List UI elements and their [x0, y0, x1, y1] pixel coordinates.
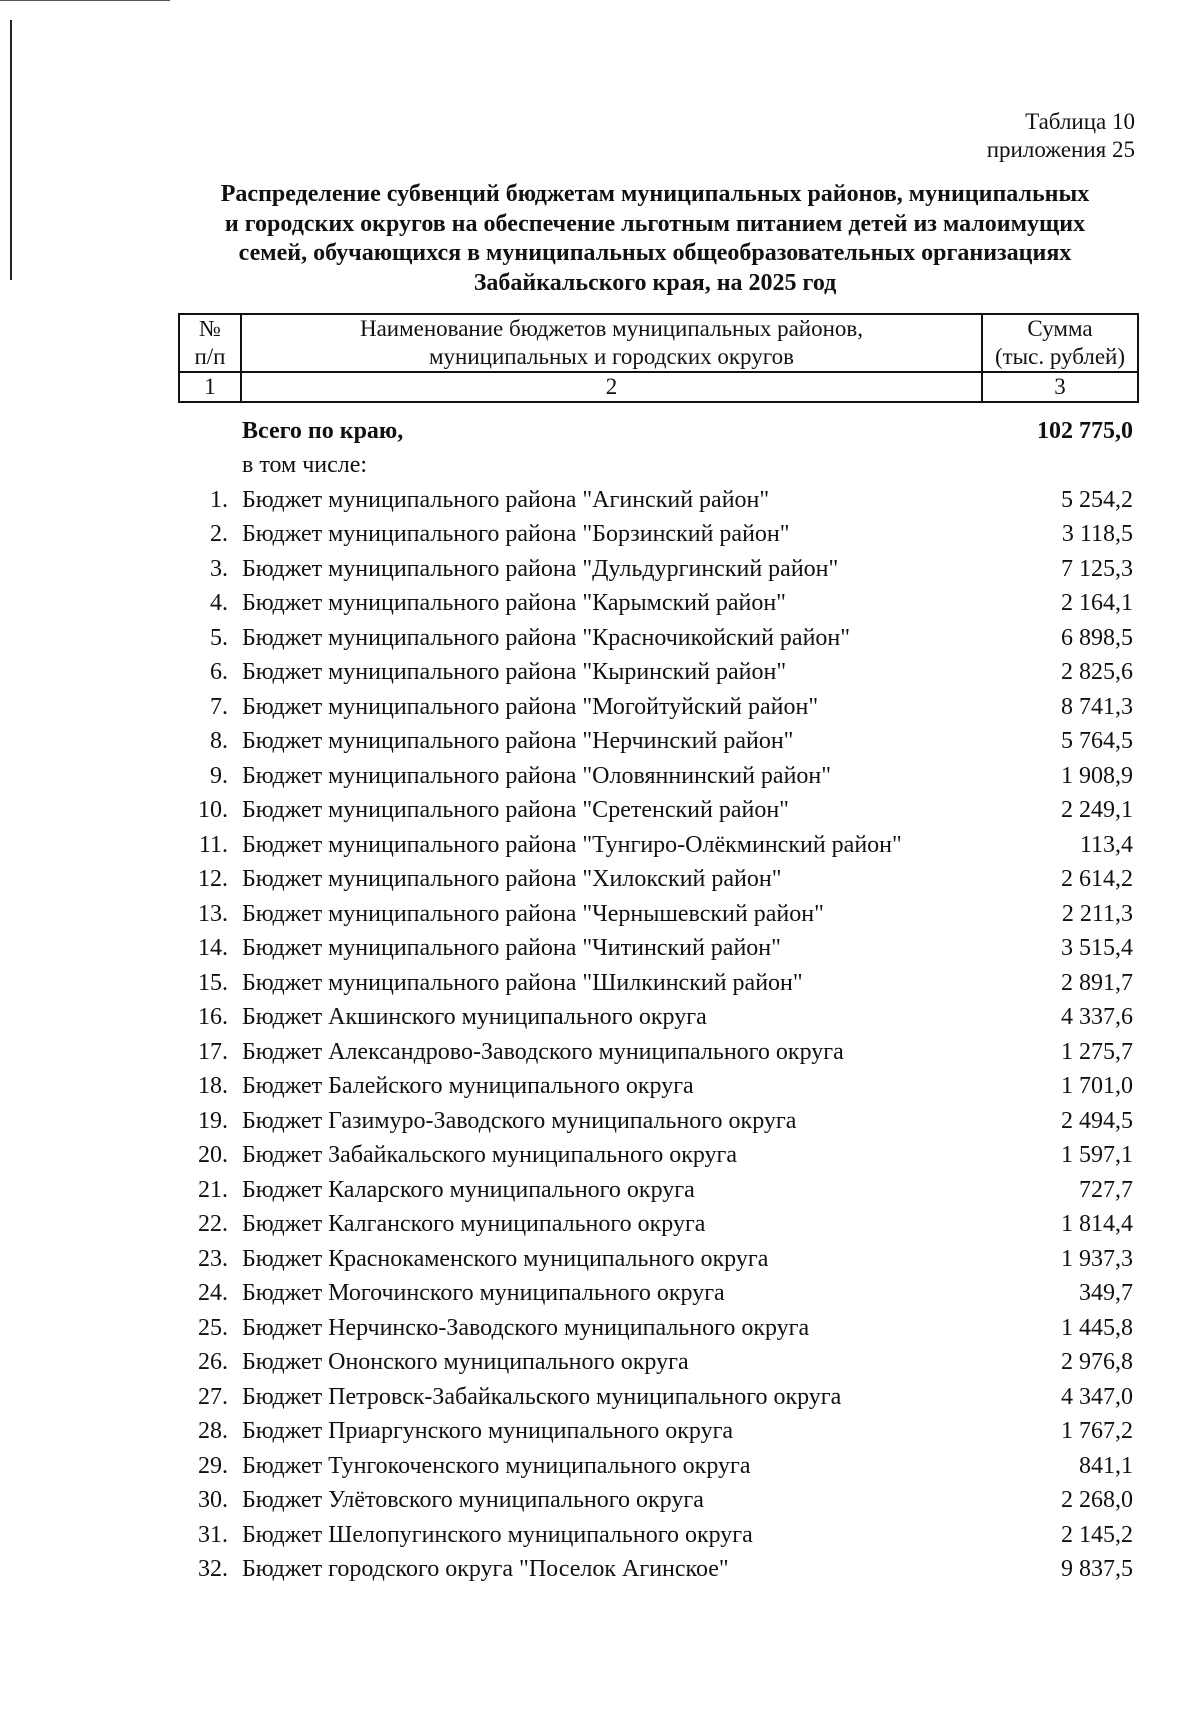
row-value: 1 937,3 — [1061, 1245, 1133, 1272]
table-row — [178, 1173, 1139, 1208]
row-name: Бюджет муниципального района "Могойтуйский район" — [242, 693, 819, 720]
row-name: Бюджет Ононского муниципального округа — [242, 1349, 689, 1376]
col-number: 2 — [241, 372, 982, 402]
title-line: Забайкальского края, на 2025 год — [473, 269, 837, 296]
row-number: 19. — [198, 1107, 228, 1134]
row-number: 17. — [198, 1038, 228, 1065]
row-value: 4 347,0 — [1061, 1383, 1133, 1410]
row-value: 5 254,2 — [1061, 486, 1133, 513]
table-caption-number: Таблица 10 — [1025, 109, 1135, 134]
table-row — [178, 725, 1139, 760]
row-name: Бюджет Могочинского муниципального округа — [242, 1280, 725, 1307]
row-value: 2 268,0 — [1061, 1487, 1133, 1514]
table-row — [178, 1311, 1139, 1346]
row-number: 26. — [198, 1349, 228, 1376]
row-name: Бюджет муниципального района "Дульдургинский район" — [242, 555, 839, 582]
row-name: Бюджет муниципального района "Шилкинский район" — [242, 969, 803, 996]
row-value: 1 814,4 — [1061, 1211, 1133, 1238]
table-row — [178, 552, 1139, 587]
row-number: 23. — [198, 1245, 228, 1272]
table-row — [178, 587, 1139, 622]
table-row — [178, 1380, 1139, 1415]
row-value: 1 275,7 — [1061, 1038, 1133, 1065]
row-name: Бюджет Акшинского муниципального округа — [242, 1004, 707, 1031]
header-text: п/п — [194, 344, 226, 369]
row-value: 2 614,2 — [1061, 866, 1133, 893]
total-label: Всего по краю, — [242, 417, 404, 444]
table-row — [178, 1346, 1139, 1381]
row-number: 16. — [198, 1004, 228, 1031]
row-value: 4 337,6 — [1061, 1004, 1133, 1031]
row-number: 6. — [210, 659, 228, 686]
row-value: 1 908,9 — [1061, 762, 1133, 789]
row-number: 20. — [198, 1142, 228, 1169]
table-row — [178, 794, 1139, 829]
row-value: 9 837,5 — [1061, 1556, 1133, 1583]
table-row — [178, 1208, 1139, 1243]
row-value: 2 976,8 — [1061, 1349, 1133, 1376]
header-text: № — [199, 316, 221, 341]
row-value: 349,7 — [1079, 1280, 1133, 1307]
row-number: 28. — [198, 1418, 228, 1445]
table-row — [178, 1553, 1139, 1588]
scan-margin-line — [10, 20, 12, 280]
row-number: 24. — [198, 1280, 228, 1307]
table-row — [178, 1035, 1139, 1070]
table-row — [178, 1242, 1139, 1277]
table-row — [178, 1104, 1139, 1139]
row-value: 113,4 — [1079, 831, 1133, 858]
row-name: Бюджет Тунгокоченского муниципального округа — [242, 1452, 751, 1479]
row-value: 1 597,1 — [1061, 1142, 1133, 1169]
row-number: 2. — [210, 521, 228, 548]
row-name: Бюджет муниципального района "Нерчинский район" — [242, 728, 794, 755]
row-number: 13. — [198, 900, 228, 927]
row-number: 11. — [198, 831, 228, 858]
row-name: Бюджет муниципального района "Карымский район" — [242, 590, 786, 617]
header-text: Наименование бюджетов муниципальных районов, — [359, 316, 864, 341]
row-number: 15. — [198, 969, 228, 996]
table-row — [178, 828, 1139, 863]
total-value: 102 775,0 — [1037, 417, 1133, 444]
row-number: 32. — [198, 1556, 228, 1583]
table-row — [178, 1518, 1139, 1553]
row-number: 7. — [210, 693, 228, 720]
row-name: Бюджет Нерчинско-Заводского муниципального округа — [242, 1314, 810, 1341]
header-name — [241, 314, 982, 372]
row-value: 3 118,5 — [1061, 521, 1133, 548]
row-number: 12. — [198, 866, 228, 893]
row-value: 2 825,6 — [1061, 659, 1133, 686]
row-name: Бюджет муниципального района "Кыринский район" — [242, 659, 787, 686]
row-value: 2 494,5 — [1061, 1107, 1133, 1134]
table-row — [178, 966, 1139, 1001]
row-number: 30. — [198, 1487, 228, 1514]
col-number: 3 — [982, 372, 1138, 402]
row-name: Бюджет Петровск-Забайкальского муниципального округа — [242, 1383, 842, 1410]
row-number: 5. — [210, 624, 228, 651]
row-name: Бюджет Шелопугинского муниципального округа — [242, 1521, 753, 1548]
table-row — [178, 690, 1139, 725]
row-name: Бюджет Газимуро-Заводского муниципального округа — [242, 1107, 797, 1134]
row-value: 1 767,2 — [1061, 1418, 1133, 1445]
row-value: 3 515,4 — [1061, 935, 1133, 962]
row-name: Бюджет муниципального района "Читинский район" — [242, 935, 781, 962]
row-name: Бюджет муниципального района "Хилокский район" — [242, 866, 782, 893]
document-title — [170, 180, 1140, 298]
col-number: 1 — [179, 372, 241, 402]
row-value: 1 701,0 — [1061, 1073, 1133, 1100]
table-row — [178, 897, 1139, 932]
row-name: Бюджет Улётовского муниципального округа — [242, 1487, 704, 1514]
table-row — [178, 656, 1139, 691]
row-value: 2 211,3 — [1061, 900, 1133, 927]
row-value: 841,1 — [1079, 1452, 1133, 1479]
row-name: Бюджет городского округа "Поселок Агинское" — [242, 1556, 729, 1583]
row-name: Бюджет Балейского муниципального округа — [242, 1073, 694, 1100]
row-value: 1 445,8 — [1061, 1314, 1133, 1341]
table-row — [178, 483, 1139, 518]
header-num — [179, 314, 241, 372]
including-row — [178, 449, 1139, 484]
row-number: 14. — [198, 935, 228, 962]
row-value: 2 249,1 — [1061, 797, 1133, 824]
row-number: 1. — [210, 486, 228, 513]
table-row — [178, 1277, 1139, 1312]
table-row — [178, 518, 1139, 553]
row-number: 29. — [198, 1452, 228, 1479]
row-name: Бюджет Краснокаменского муниципального округа — [242, 1245, 769, 1272]
title-line: и городских округов на обеспечение льготным питанием детей из малоимущих — [224, 210, 1086, 237]
row-name: Бюджет муниципального района "Агинский район" — [242, 486, 770, 513]
row-name: Бюджет муниципального района "Чернышевский район" — [242, 900, 824, 927]
row-value: 6 898,5 — [1061, 624, 1133, 651]
row-name: Бюджет муниципального района "Тунгиро-Олёкминский район" — [242, 831, 902, 858]
header-text: (тыс. рублей) — [994, 344, 1126, 369]
row-number: 8. — [210, 728, 228, 755]
row-value: 2 164,1 — [1061, 590, 1133, 617]
header-text: муниципальных и городских округов — [429, 344, 794, 369]
row-number: 22. — [198, 1211, 228, 1238]
row-value: 5 764,5 — [1061, 728, 1133, 755]
row-value: 727,7 — [1079, 1176, 1133, 1203]
title-line: Распределение субвенций бюджетам муниципальных районов, муниципальных — [220, 181, 1090, 207]
row-number: 25. — [198, 1314, 228, 1341]
table-row — [178, 1484, 1139, 1519]
table-row — [178, 1449, 1139, 1484]
row-value: 8 741,3 — [1061, 693, 1133, 720]
row-number: 4. — [210, 590, 228, 617]
table-caption-appendix: приложения 25 — [986, 137, 1135, 162]
table-row — [178, 863, 1139, 898]
title-line: семей, обучающихся в муниципальных общеобразовательных организациях — [238, 240, 1072, 266]
row-value: 7 125,3 — [1061, 555, 1133, 582]
row-name: Бюджет Приаргунского муниципального округа — [242, 1418, 734, 1445]
row-name: Бюджет муниципального района "Красночикойский район" — [242, 624, 851, 651]
row-name: Бюджет Калганского муниципального округа — [242, 1211, 706, 1238]
table-body — [178, 414, 1139, 1587]
table-row — [178, 759, 1139, 794]
row-name: Бюджет муниципального района "Сретенский район" — [242, 797, 789, 824]
table-row — [178, 1415, 1139, 1450]
row-value: 2 891,7 — [1061, 969, 1133, 996]
table-row — [178, 1139, 1139, 1174]
total-row — [178, 414, 1139, 449]
including-label: в том числе: — [242, 452, 368, 479]
row-name: Бюджет Каларского муниципального округа — [242, 1176, 695, 1203]
row-name: Бюджет муниципального района "Оловяннинский район" — [242, 762, 832, 789]
row-name: Бюджет Забайкальского муниципального округа — [242, 1142, 738, 1169]
row-number: 3. — [210, 555, 228, 582]
header-sum — [982, 314, 1138, 372]
row-number: 10. — [198, 797, 228, 824]
scan-edge-line — [0, 0, 170, 1]
row-number: 21. — [198, 1176, 228, 1203]
row-number: 31. — [198, 1521, 228, 1548]
row-number: 9. — [210, 762, 228, 789]
table-row — [178, 1001, 1139, 1036]
row-value: 2 145,2 — [1061, 1521, 1133, 1548]
table-header — [178, 313, 1139, 403]
row-number: 27. — [198, 1383, 228, 1410]
table-row — [178, 621, 1139, 656]
row-number: 18. — [198, 1073, 228, 1100]
table-row — [178, 1070, 1139, 1105]
row-name: Бюджет Александрово-Заводского муниципального округа — [242, 1038, 844, 1065]
row-name: Бюджет муниципального района "Борзинский район" — [242, 521, 790, 548]
table-row — [178, 932, 1139, 967]
header-text: Сумма — [1027, 316, 1093, 341]
